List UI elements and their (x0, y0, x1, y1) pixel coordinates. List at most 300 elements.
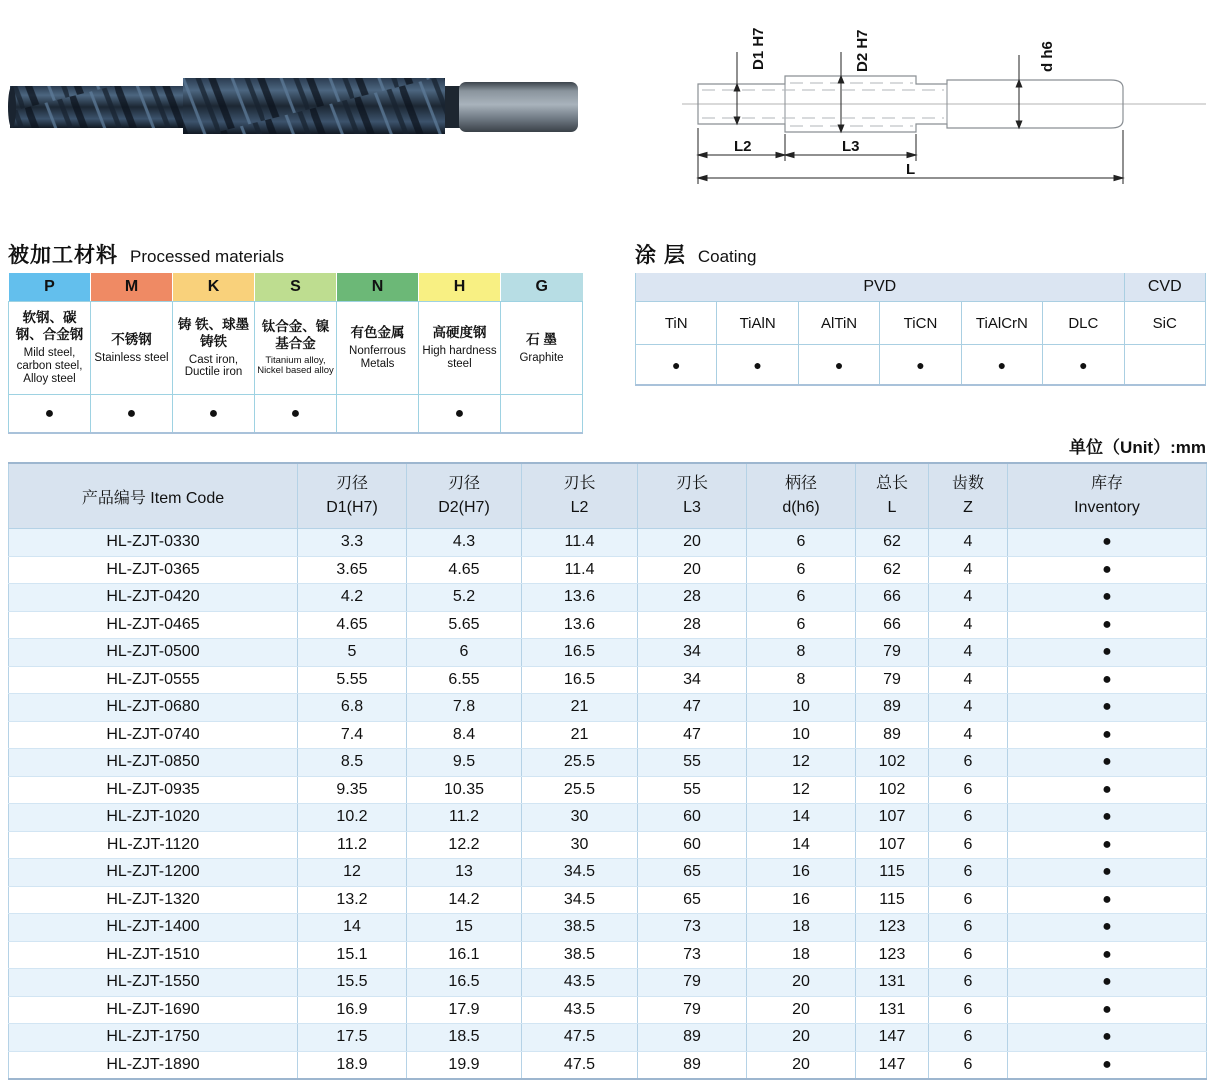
item-code: HL-ZJT-0500 (9, 639, 298, 667)
spec-value: 4 (929, 584, 1008, 612)
spec-value: 62 (856, 556, 929, 584)
spec-value: 6.8 (298, 694, 407, 722)
coating-mark-AlTiN: ● (798, 345, 879, 386)
spec-value: 6 (747, 529, 856, 557)
coating-title-en: Coating (697, 247, 757, 266)
material-mark-H: ● (419, 395, 501, 434)
inventory-dot: ● (1008, 666, 1207, 694)
inventory-dot: ● (1008, 831, 1207, 859)
spec-value: 60 (638, 831, 747, 859)
item-code: HL-ZJT-1510 (9, 941, 298, 969)
product-col-header-l2 (522, 463, 638, 529)
spec-value: 6 (929, 776, 1008, 804)
spec-value: 16.1 (407, 941, 522, 969)
spec-value: 79 (856, 666, 929, 694)
item-code: HL-ZJT-0555 (9, 666, 298, 694)
material-desc-en: Mild steel, carbon steel, Alloy steel (16, 347, 83, 385)
spec-value: 8 (747, 666, 856, 694)
header-en: D2(H7) (438, 499, 490, 516)
spec-value: 6 (929, 941, 1008, 969)
header-en: L3 (683, 499, 701, 516)
spec-value: 14 (298, 914, 407, 942)
spec-value: 107 (856, 804, 929, 832)
spec-value: 16 (747, 886, 856, 914)
spec-value: 5.55 (298, 666, 407, 694)
coating-section-title (635, 239, 756, 269)
product-col-header-d1-h7- (298, 463, 407, 529)
spec-value: 17.9 (407, 996, 522, 1024)
material-desc-en: Titanium alloy, Nickel based alloy (257, 354, 334, 377)
spec-value: 62 (856, 529, 929, 557)
spec-value: 13.6 (522, 584, 638, 612)
spec-value: 20 (747, 969, 856, 997)
header-en: L2 (570, 499, 589, 516)
label-l3: L3 (842, 138, 860, 155)
product-row-HL-ZJT-0365 (9, 556, 1207, 584)
spec-value: 12.2 (407, 831, 522, 859)
product-col-header-item-code: 产品编号 Item Code (9, 463, 298, 529)
inventory-dot: ● (1008, 639, 1207, 667)
inventory-dot: ● (1008, 886, 1207, 914)
spec-value: 11.2 (298, 831, 407, 859)
coating-mark-TiN: ● (636, 345, 717, 386)
spec-value: 20 (638, 529, 747, 557)
label-d2: D2 H7 (854, 29, 871, 72)
spec-value: 20 (747, 996, 856, 1024)
material-mark-S: ● (255, 395, 337, 434)
materials-description-row (9, 302, 583, 395)
spec-value: 15.5 (298, 969, 407, 997)
spec-value: 102 (856, 776, 929, 804)
item-code: HL-ZJT-0365 (9, 556, 298, 584)
header-zh: 刃长 (563, 475, 596, 492)
product-header-row (9, 463, 1207, 529)
spec-value: 147 (856, 1024, 929, 1052)
material-desc-zh: 铸 铁、球墨铸铁 (177, 316, 250, 349)
item-code: HL-ZJT-1550 (9, 969, 298, 997)
material-mark-G (501, 395, 583, 434)
label-l2: L2 (734, 138, 752, 155)
material-desc-P (9, 302, 91, 395)
processed-materials-table (8, 273, 583, 434)
spec-value: 3.65 (298, 556, 407, 584)
spec-value: 18.9 (298, 1051, 407, 1079)
coating-mark-DLC: ● (1043, 345, 1124, 386)
product-row-HL-ZJT-1120 (9, 831, 1207, 859)
spec-value: 34.5 (522, 886, 638, 914)
spec-value: 4.65 (407, 556, 522, 584)
spec-value: 16.5 (407, 969, 522, 997)
spec-value: 66 (856, 611, 929, 639)
spec-value: 38.5 (522, 914, 638, 942)
spec-value: 13 (407, 859, 522, 887)
material-mark-K: ● (173, 395, 255, 434)
product-row-HL-ZJT-0330 (9, 529, 1207, 557)
header-zh: 刃长 (675, 475, 708, 492)
spec-value: 18.5 (407, 1024, 522, 1052)
coating-group-row (636, 273, 1206, 302)
header-en: Inventory (1074, 499, 1140, 516)
header-zh: 总长 (875, 475, 908, 492)
material-desc-G (501, 302, 583, 395)
item-code: HL-ZJT-1320 (9, 886, 298, 914)
spec-value: 4 (929, 721, 1008, 749)
header-en: L (887, 499, 897, 516)
spec-value: 89 (856, 694, 929, 722)
header-en: d(h6) (782, 499, 820, 516)
product-col-header-l (856, 463, 929, 529)
coating-mark-TiAlCrN: ● (961, 345, 1042, 386)
spec-value: 6 (929, 859, 1008, 887)
spec-value: 55 (638, 776, 747, 804)
header-zh: 柄径 (784, 475, 817, 492)
dim-d1 (734, 52, 740, 124)
spec-value: 17.5 (298, 1024, 407, 1052)
product-row-HL-ZJT-0420 (9, 584, 1207, 612)
spec-value: 9.5 (407, 749, 522, 777)
item-code: HL-ZJT-1690 (9, 996, 298, 1024)
header-zh: 刃径 (447, 475, 480, 492)
spec-value: 7.4 (298, 721, 407, 749)
dim-d2 (838, 52, 844, 132)
material-desc-zh: 不锈钢 (111, 331, 152, 347)
material-class-N: N (337, 273, 419, 302)
spec-value: 89 (638, 1051, 747, 1079)
spec-value: 65 (638, 886, 747, 914)
spec-value: 5.2 (407, 584, 522, 612)
spec-value: 34.5 (522, 859, 638, 887)
spec-value: 73 (638, 941, 747, 969)
coating-group-PVD: PVD (636, 273, 1125, 302)
material-desc-en: Stainless steel (94, 351, 169, 364)
inventory-dot: ● (1008, 749, 1207, 777)
item-code: HL-ZJT-0465 (9, 611, 298, 639)
reamer-flute-left (8, 86, 183, 128)
item-code: HL-ZJT-0850 (9, 749, 298, 777)
spec-value: 15.1 (298, 941, 407, 969)
material-desc-zh: 有色金属 (350, 325, 405, 341)
label-l: L (906, 161, 916, 178)
inventory-dot: ● (1008, 1024, 1207, 1052)
product-row-HL-ZJT-1320 (9, 886, 1207, 914)
spec-value: 89 (856, 721, 929, 749)
material-desc-H (419, 302, 501, 395)
spec-value: 6 (747, 611, 856, 639)
reamer-shank (459, 82, 578, 132)
material-desc-zh: 高硬度钢 (432, 325, 487, 341)
coating-name-TiN: TiN (636, 302, 717, 345)
spec-value: 43.5 (522, 969, 638, 997)
material-desc-en: High hardness steel (422, 345, 497, 370)
inventory-dot: ● (1008, 611, 1207, 639)
item-code: HL-ZJT-0935 (9, 776, 298, 804)
item-code: HL-ZJT-0680 (9, 694, 298, 722)
spec-value: 47.5 (522, 1051, 638, 1079)
reamer-flute-middle (183, 78, 445, 134)
materials-title-zh: 被加工材料 (8, 244, 118, 267)
coating-mark-TiCN: ● (880, 345, 961, 386)
spec-value: 20 (747, 1051, 856, 1079)
coating-name-TiAlCrN: TiAlCrN (961, 302, 1042, 345)
material-desc-zh: 石 墨 (526, 331, 557, 347)
coating-group-CVD: CVD (1124, 273, 1205, 302)
spec-value: 6 (929, 804, 1008, 832)
material-class-S: S (255, 273, 337, 302)
material-desc-zh: 软钢、碳钢、合金钢 (15, 310, 84, 343)
product-spec-table (8, 462, 1207, 1080)
spec-value: 11.2 (407, 804, 522, 832)
spec-value: 28 (638, 611, 747, 639)
product-row-HL-ZJT-0500 (9, 639, 1207, 667)
spec-value: 4 (929, 694, 1008, 722)
spec-value: 6 (407, 639, 522, 667)
product-col-header-inventory (1008, 463, 1207, 529)
spec-value: 131 (856, 996, 929, 1024)
material-mark-N (337, 395, 419, 434)
coating-name-TiCN: TiCN (880, 302, 961, 345)
coating-name-AlTiN: AlTiN (798, 302, 879, 345)
spec-value: 25.5 (522, 749, 638, 777)
header-zh: 刃径 (335, 475, 368, 492)
spec-value: 5 (298, 639, 407, 667)
spec-value: 3.3 (298, 529, 407, 557)
material-class-K: K (173, 273, 255, 302)
product-row-HL-ZJT-1550 (9, 969, 1207, 997)
spec-value: 13.6 (522, 611, 638, 639)
label-d: d h6 (1039, 41, 1056, 72)
item-code: HL-ZJT-1890 (9, 1051, 298, 1079)
inventory-dot: ● (1008, 584, 1207, 612)
product-row-HL-ZJT-0740 (9, 721, 1207, 749)
product-col-header-l3 (638, 463, 747, 529)
spec-value: 4 (929, 639, 1008, 667)
spec-value: 123 (856, 914, 929, 942)
spec-value: 16.9 (298, 996, 407, 1024)
spec-value: 47 (638, 721, 747, 749)
inventory-dot: ● (1008, 969, 1207, 997)
materials-header-row (9, 273, 583, 302)
coating-mark-SiC (1124, 345, 1205, 386)
spec-value: 147 (856, 1051, 929, 1079)
item-code: HL-ZJT-1120 (9, 831, 298, 859)
spec-value: 6 (929, 886, 1008, 914)
material-desc-K (173, 302, 255, 395)
material-mark-P: ● (9, 395, 91, 434)
spec-value: 115 (856, 859, 929, 887)
spec-value: 38.5 (522, 941, 638, 969)
item-code: HL-ZJT-1200 (9, 859, 298, 887)
spec-value: 6.55 (407, 666, 522, 694)
spec-value: 11.4 (522, 556, 638, 584)
spec-value: 14 (747, 831, 856, 859)
spec-value: 5.65 (407, 611, 522, 639)
product-row-HL-ZJT-0680 (9, 694, 1207, 722)
spec-value: 6 (747, 556, 856, 584)
product-row-HL-ZJT-1690 (9, 996, 1207, 1024)
spec-value: 6 (929, 996, 1008, 1024)
product-row-HL-ZJT-1750 (9, 1024, 1207, 1052)
spec-value: 60 (638, 804, 747, 832)
inventory-dot: ● (1008, 556, 1207, 584)
spec-value: 34 (638, 666, 747, 694)
material-class-G: G (501, 273, 583, 302)
spec-value: 4.2 (298, 584, 407, 612)
spec-value: 19.9 (407, 1051, 522, 1079)
material-desc-M (91, 302, 173, 395)
spec-value: 16.5 (522, 666, 638, 694)
spec-value: 6 (929, 969, 1008, 997)
spec-value: 79 (856, 639, 929, 667)
spec-value: 107 (856, 831, 929, 859)
inventory-dot: ● (1008, 776, 1207, 804)
inventory-dot: ● (1008, 941, 1207, 969)
header-zh: 齿数 (951, 475, 984, 492)
item-code: HL-ZJT-1020 (9, 804, 298, 832)
spec-value: 12 (298, 859, 407, 887)
material-class-H: H (419, 273, 501, 302)
material-desc-N (337, 302, 419, 395)
spec-value: 4 (929, 556, 1008, 584)
coating-name-SiC: SiC (1124, 302, 1205, 345)
materials-section-title (8, 239, 284, 269)
material-desc-en: Graphite (519, 351, 564, 364)
product-row-HL-ZJT-1200 (9, 859, 1207, 887)
spec-value: 34 (638, 639, 747, 667)
header-en: D1(H7) (326, 499, 378, 516)
material-desc-zh: 钛合金、镍基合金 (261, 319, 330, 351)
inventory-dot: ● (1008, 804, 1207, 832)
spec-value: 28 (638, 584, 747, 612)
spec-value: 10 (747, 694, 856, 722)
item-code: HL-ZJT-1750 (9, 1024, 298, 1052)
label-d1: D1 H7 (750, 27, 767, 70)
spec-value: 123 (856, 941, 929, 969)
header-zh: 库存 (1090, 475, 1123, 492)
dimension-diagram (670, 0, 1213, 200)
product-row-HL-ZJT-1020 (9, 804, 1207, 832)
spec-value: 30 (522, 831, 638, 859)
spec-value: 14 (747, 804, 856, 832)
spec-value: 4 (929, 666, 1008, 694)
spec-value: 8 (747, 639, 856, 667)
spec-value: 8.4 (407, 721, 522, 749)
spec-value: 15 (407, 914, 522, 942)
spec-value: 16.5 (522, 639, 638, 667)
spec-value: 20 (747, 1024, 856, 1052)
material-desc-en: Nonferrous Metals (349, 345, 406, 370)
spec-value: 20 (638, 556, 747, 584)
spec-value: 47 (638, 694, 747, 722)
spec-value: 6 (929, 831, 1008, 859)
product-photo (8, 40, 578, 136)
product-row-HL-ZJT-1400 (9, 914, 1207, 942)
spec-value: 25.5 (522, 776, 638, 804)
product-row-HL-ZJT-0465 (9, 611, 1207, 639)
material-desc-S (255, 302, 337, 395)
product-col-header-z (929, 463, 1008, 529)
spec-value: 79 (638, 996, 747, 1024)
coating-title-zh: 涂 层 (635, 244, 686, 267)
spec-value: 6 (747, 584, 856, 612)
spec-value: 11.4 (522, 529, 638, 557)
spec-value: 10 (747, 721, 856, 749)
spec-value: 6 (929, 914, 1008, 942)
item-code: HL-ZJT-1400 (9, 914, 298, 942)
spec-value: 102 (856, 749, 929, 777)
product-row-HL-ZJT-1510 (9, 941, 1207, 969)
material-mark-M: ● (91, 395, 173, 434)
spec-value: 12 (747, 749, 856, 777)
product-row-HL-ZJT-0850 (9, 749, 1207, 777)
inventory-dot: ● (1008, 1051, 1207, 1079)
inventory-dot: ● (1008, 721, 1207, 749)
spec-value: 30 (522, 804, 638, 832)
coating-name-DLC: DLC (1043, 302, 1124, 345)
spec-value: 21 (522, 721, 638, 749)
product-col-header-d-h6- (747, 463, 856, 529)
spec-value: 16 (747, 859, 856, 887)
spec-value: 10.35 (407, 776, 522, 804)
spec-value: 79 (638, 969, 747, 997)
item-code: HL-ZJT-0740 (9, 721, 298, 749)
material-class-M: M (91, 273, 173, 302)
spec-value: 4 (929, 611, 1008, 639)
spec-value: 4.65 (298, 611, 407, 639)
inventory-dot: ● (1008, 694, 1207, 722)
product-col-header-d2-h7- (407, 463, 522, 529)
material-desc-en: Cast iron, Ductile iron (184, 353, 243, 379)
product-row-HL-ZJT-0555 (9, 666, 1207, 694)
header-en: Z (963, 499, 973, 516)
spec-value: 14.2 (407, 886, 522, 914)
material-class-P: P (9, 273, 91, 302)
spec-value: 55 (638, 749, 747, 777)
spec-value: 89 (638, 1024, 747, 1052)
inventory-dot: ● (1008, 529, 1207, 557)
coating-table (635, 273, 1206, 386)
coating-mark-TiAlN: ● (717, 345, 798, 386)
coating-name-TiAlN: TiAlN (717, 302, 798, 345)
materials-title-en: Processed materials (130, 247, 285, 266)
spec-value: 18 (747, 941, 856, 969)
item-code: HL-ZJT-0420 (9, 584, 298, 612)
spec-value: 4.3 (407, 529, 522, 557)
spec-value: 73 (638, 914, 747, 942)
spec-value: 6 (929, 1024, 1008, 1052)
spec-value: 65 (638, 859, 747, 887)
spec-value: 66 (856, 584, 929, 612)
spec-value: 18 (747, 914, 856, 942)
spec-value: 43.5 (522, 996, 638, 1024)
unit-label: 单位（Unit）:mm (1069, 438, 1206, 457)
item-code: HL-ZJT-0330 (9, 529, 298, 557)
spec-value: 10.2 (298, 804, 407, 832)
spec-value: 8.5 (298, 749, 407, 777)
inventory-dot: ● (1008, 914, 1207, 942)
spec-value: 131 (856, 969, 929, 997)
spec-value: 13.2 (298, 886, 407, 914)
product-row-HL-ZJT-0935 (9, 776, 1207, 804)
coating-applicability-row (636, 345, 1206, 386)
spec-value: 7.8 (407, 694, 522, 722)
spec-value: 9.35 (298, 776, 407, 804)
spec-value: 115 (856, 886, 929, 914)
spec-value: 47.5 (522, 1024, 638, 1052)
spec-value: 4 (929, 529, 1008, 557)
product-row-HL-ZJT-1890 (9, 1051, 1207, 1079)
reamer-neck (445, 86, 461, 128)
coating-name-row (636, 302, 1206, 345)
